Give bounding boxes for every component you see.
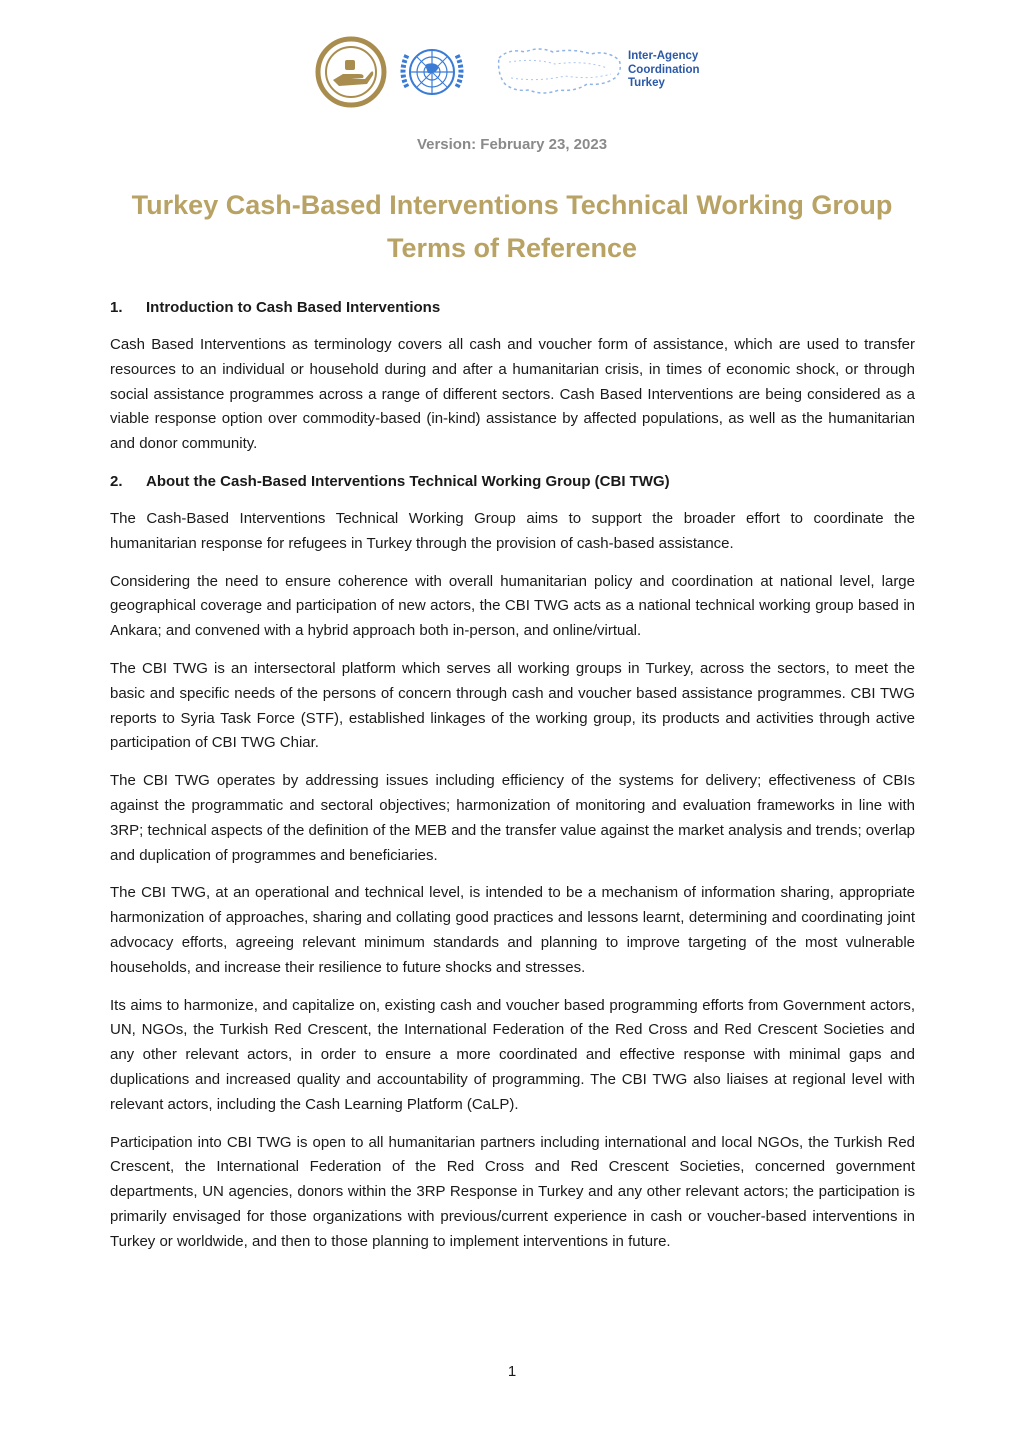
logo-text-line: Inter-Agency xyxy=(628,50,699,62)
section-title: Introduction to Cash Based Interventions xyxy=(146,299,441,316)
header-logos xyxy=(315,34,735,110)
turkey-map-logo-icon xyxy=(495,40,625,104)
paragraph: Its aims to harmonize, and capitalize on, existing cash and voucher based programming efforts from Government actors, UN, NGOs, the Turkish Red Crescent, the International Federation of the Red Cross and Red Crescent Societies and any other relevant actors, in order to ensure a more coordinated and effective response with minimal gaps and duplications and increased quality and accountability of programming. The CBI TWG also liaises at regional level with relevant actors, including the Cash Learning Platform (CaLP). xyxy=(110,996,915,1113)
paragraph: The CBI TWG is an intersectoral platform which serves all working groups in Turkey, across the sectors, to meet the basic and specific needs of the persons of concern through cash and voucher based assistance programmes. CBI TWG reports to Syria Task Force (STF), established linkages of the working group, its products and activities through active participation of CBI TWG Chiar. xyxy=(110,659,915,752)
section-heading xyxy=(110,470,915,494)
un-emblem-icon xyxy=(395,35,469,109)
logo-text-line: Coordination xyxy=(628,63,700,76)
logo-text-line: Turkey xyxy=(628,77,665,89)
version-date: Version: February 23, 2023 xyxy=(416,136,608,153)
page-number: 1 xyxy=(507,1363,517,1380)
document-title xyxy=(80,184,944,270)
paragraph: The CBI TWG, at an operational and technical level, is intended to be a mechanism of information sharing, appropriate harmonization of approaches, sharing and collating good practices and lessons learnt, determining and coordinating joint advocacy efforts, agreeing relevant minimum standards and planning to improve targeting of the most vulnerable households, and increase their resilience to future shocks and stresses. xyxy=(110,884,915,976)
paragraph: Cash Based Interventions as terminology covers all cash and voucher form of assistance, which are used to transfer resources to an individual or household during and after a humanitarian crisis, in times of economic shock, or through social assistance programmes across a range of different sectors. Cash Based Interventions are being considered as a viable response option over commodity-based (in-kind) assistance by affected populations, as well as the humanitarian and donor community. xyxy=(110,336,915,453)
paragraph: Considering the need to ensure coherence with overall humanitarian policy and coordination at national level, large geographical coverage and participation of new actors, the CBI TWG acts as a national technical working group based in Ankara; and convened with a hybrid approach both in-person, and online/virtual. xyxy=(110,572,915,640)
document-body xyxy=(110,296,915,1268)
section-title: About the Cash-Based Interventions Technical Working Group (CBI TWG) xyxy=(146,472,670,490)
inter-agency-logo-text xyxy=(628,50,700,91)
paragraph: Participation into CBI TWG is open to all humanitarian partners including international and local NGOs, the Turkish Red Crescent, the International Federation of the Red Cross and Red Crescent Societies, concerned government departments, UN agencies, donors within the 3RP Response in Turkey and any other relevant actors; the participation is primarily envisaged for those organizations with previous/current experience in cash or voucher-based interventions in Turkey or worldwide, and then to those planning to implement interventions in future. xyxy=(110,1133,915,1250)
section-number: 1. xyxy=(110,299,123,316)
paragraph: The Cash-Based Interventions Technical Working Group aims to support the broader effort to coordinate the humanitarian response for refugees in Turkey through the provision of cash-based assistance. xyxy=(110,509,915,552)
paragraph: The CBI TWG operates by addressing issues including efficiency of the systems for delivery; effectiveness of CBIs against the programmatic and sectoral objectives; harmonization of monitoring and evaluation frameworks in line with 3RP; technical aspects of the definition of the MEB and the transfer value against the market analysis and trends; overlap and duplication of programmes and beneficiaries. xyxy=(110,772,915,864)
cash-hand-logo-icon xyxy=(315,36,387,108)
section-heading xyxy=(110,296,915,320)
title-line: Terms of Reference xyxy=(386,233,638,263)
section-number: 2. xyxy=(110,472,123,490)
title-line: Turkey Cash-Based Interventions Technical Working Group xyxy=(131,190,893,220)
